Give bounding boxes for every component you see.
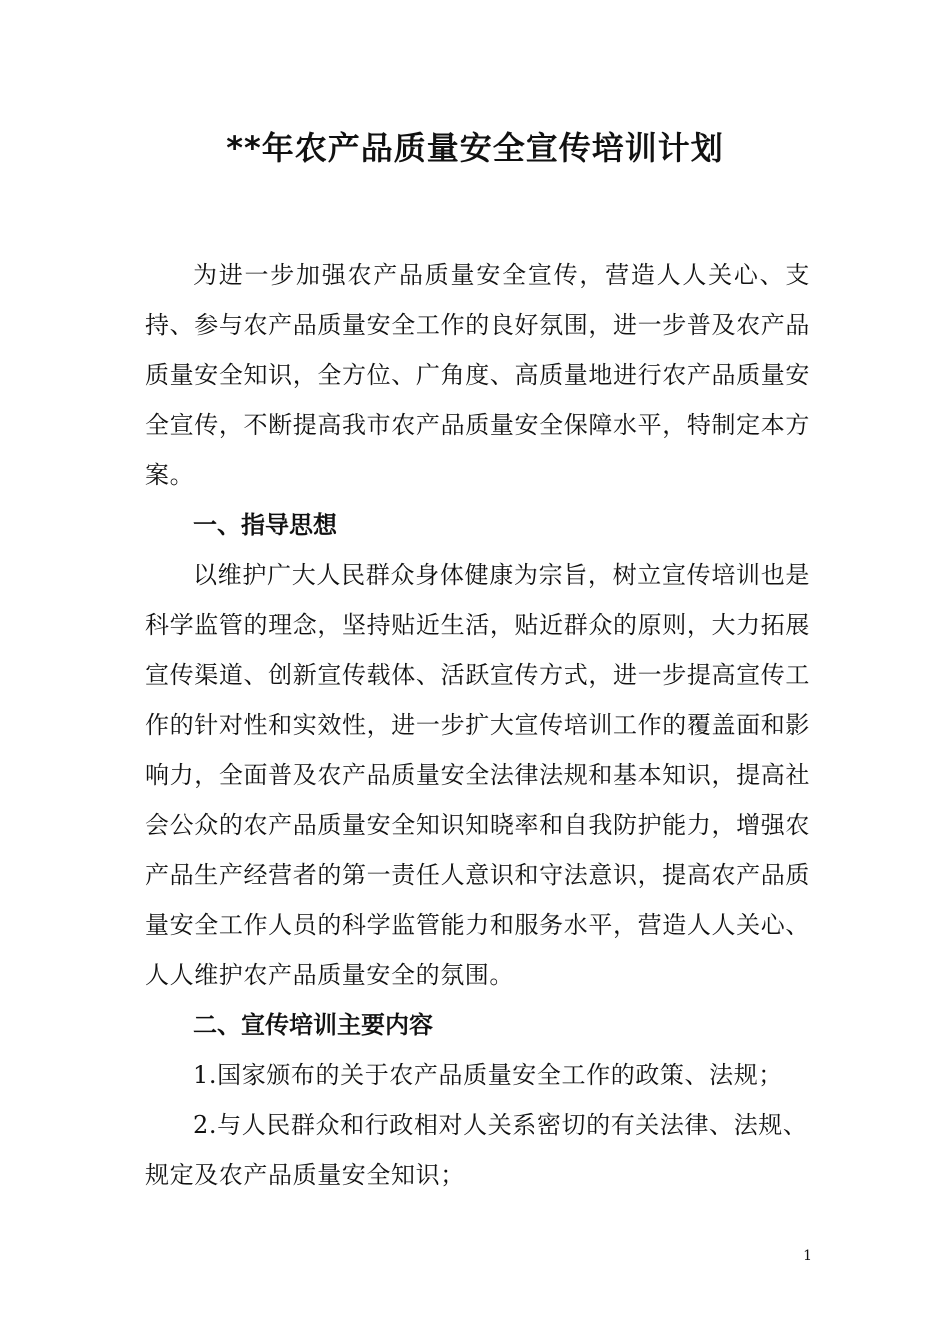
list-item: 2.与人民群众和行政相对人关系密切的有关法律、法规、规定及农产品质量安全知识；	[145, 1111, 808, 1189]
list-item: 1.国家颁布的关于农产品质量安全工作的政策、法规；	[193, 1061, 783, 1089]
page-number: 1	[803, 1248, 812, 1264]
section-heading-training-content: 二、宣传培训主要内容	[193, 1011, 433, 1039]
document-body	[145, 250, 810, 1200]
intro-paragraph: 为进一步加强农产品质量安全宣传，营造人人关心、支持、参与农产品质量安全工作的良好氛围，进一步普及农产品质量安全知识，全方位、广角度、高质量地进行农产品质量安全宣传，不断提高我市农产品质量安全保障水平，特制定本方案。	[145, 261, 810, 489]
section-heading-guiding-ideology: 一、指导思想	[193, 511, 337, 539]
guiding-ideology-paragraph: 以维护广大人民群众身体健康为宗旨，树立宣传培训也是科学监管的理念，坚持贴近生活，贴近群众的原则，大力拓展宣传渠道、创新宣传载体、活跃宣传方式，进一步提高宣传工作的针对性和实效性，进一步扩大宣传培训工作的覆盖面和影响力，全面普及农产品质量安全法律法规和基本知识，提高社会公众的农产品质量安全知识知晓率和自我防护能力，增强农产品生产经营者的第一责任人意识和守法意识，提高农产品质量安全工作人员的科学监管能力和服务水平，营造人人关心、人人维护农产品质量安全的氛围。	[145, 561, 810, 989]
document-title: **年农产品质量安全宣传培训计划	[226, 129, 724, 167]
